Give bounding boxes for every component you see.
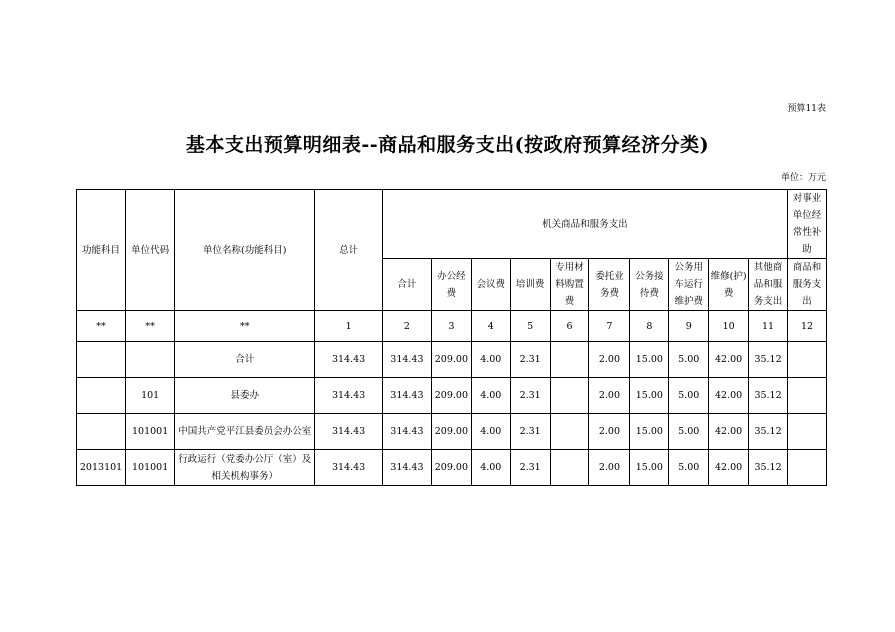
header-row-1 <box>77 190 827 259</box>
header-maintenance: 维修(护)费 <box>709 259 749 311</box>
maintenance-cell: 42.00 <box>709 450 749 486</box>
subsidy-cell <box>788 342 827 378</box>
header-vehicle: 公务用车运行维护费 <box>669 259 709 311</box>
data-body <box>77 342 827 486</box>
commission-cell: 2.00 <box>589 450 630 486</box>
table-row <box>77 414 827 450</box>
header-training: 培训费 <box>510 259 550 311</box>
unit-code-cell: 101 <box>126 378 175 414</box>
maintenance-cell: 42.00 <box>709 414 749 450</box>
total-cell: 314.43 <box>315 414 383 450</box>
index-cell: 3 <box>431 311 471 342</box>
func-code-cell: 2013101 <box>77 450 126 486</box>
func-code-cell <box>77 342 126 378</box>
unit-code-cell: 101001 <box>126 414 175 450</box>
vehicle-cell: 5.00 <box>669 414 709 450</box>
total-cell: 314.43 <box>315 342 383 378</box>
other-cell: 35.12 <box>749 342 788 378</box>
header-unit-code: 单位代码 <box>126 190 175 311</box>
header-subsidy-group: 对事业单位经常性补助 <box>788 190 827 259</box>
unit-name-cell: 中国共产党平江县委员会办公室 <box>175 414 315 450</box>
index-row <box>77 311 827 342</box>
other-cell: 35.12 <box>749 378 788 414</box>
vehicle-cell: 5.00 <box>669 378 709 414</box>
office-cell: 209.00 <box>431 378 471 414</box>
reception-cell: 15.00 <box>630 378 669 414</box>
training-cell: 2.31 <box>510 450 550 486</box>
training-cell: 2.31 <box>510 342 550 378</box>
other-cell: 35.12 <box>749 450 788 486</box>
subsidy-cell <box>788 378 827 414</box>
meeting-cell: 4.00 <box>471 414 510 450</box>
table-number: 预算11表 <box>787 104 826 114</box>
meeting-cell: 4.00 <box>471 450 510 486</box>
materials-cell <box>550 378 589 414</box>
header-subsidy-goods: 商品和服务支出 <box>788 259 827 311</box>
table-row <box>77 450 827 486</box>
commission-cell: 2.00 <box>589 414 630 450</box>
reception-cell: 15.00 <box>630 450 669 486</box>
header-reception: 公务接待费 <box>630 259 669 311</box>
unit-name-cell: 合计 <box>175 342 315 378</box>
unit-name-cell: 县委办 <box>175 378 315 414</box>
func-code-cell <box>77 378 126 414</box>
header-org-group: 机关商品和服务支出 <box>382 190 787 259</box>
unit-label: 单位：万元 <box>780 173 826 183</box>
index-cell: 5 <box>510 311 550 342</box>
page-title: 基本支出预算明细表--商品和服务支出(按政府预算经济分类) <box>185 134 710 156</box>
reception-cell: 15.00 <box>630 414 669 450</box>
index-cell: 4 <box>471 311 510 342</box>
total-cell: 314.43 <box>315 450 383 486</box>
header-materials: 专用材料购置费 <box>550 259 589 311</box>
index-cell: 10 <box>709 311 749 342</box>
index-cell: 11 <box>749 311 788 342</box>
header-sub-total: 合计 <box>382 259 431 311</box>
sub-total-cell: 314.43 <box>382 378 431 414</box>
sub-total-cell: 314.43 <box>382 342 431 378</box>
header-other: 其他商品和服务支出 <box>749 259 788 311</box>
header-commission: 委托业务费 <box>589 259 630 311</box>
materials-cell <box>550 342 589 378</box>
meeting-cell: 4.00 <box>471 342 510 378</box>
vehicle-cell: 5.00 <box>669 342 709 378</box>
meeting-cell: 4.00 <box>471 378 510 414</box>
sub-total-cell: 314.43 <box>382 414 431 450</box>
index-cell: ** <box>126 311 175 342</box>
index-cell: 8 <box>630 311 669 342</box>
index-cell: ** <box>175 311 315 342</box>
index-cell: 7 <box>589 311 630 342</box>
commission-cell: 2.00 <box>589 342 630 378</box>
office-cell: 209.00 <box>431 450 471 486</box>
training-cell: 2.31 <box>510 378 550 414</box>
index-cell: 9 <box>669 311 709 342</box>
maintenance-cell: 42.00 <box>709 342 749 378</box>
materials-cell <box>550 450 589 486</box>
reception-cell: 15.00 <box>630 342 669 378</box>
table-row <box>77 378 827 414</box>
total-cell: 314.43 <box>315 378 383 414</box>
office-cell: 209.00 <box>431 414 471 450</box>
materials-cell <box>550 414 589 450</box>
commission-cell: 2.00 <box>589 378 630 414</box>
table-row <box>77 342 827 378</box>
index-cell: 12 <box>788 311 827 342</box>
office-cell: 209.00 <box>431 342 471 378</box>
training-cell: 2.31 <box>510 414 550 450</box>
func-code-cell <box>77 414 126 450</box>
unit-code-cell: 101001 <box>126 450 175 486</box>
index-cell: 2 <box>382 311 431 342</box>
subsidy-cell <box>788 414 827 450</box>
index-cell: 1 <box>315 311 383 342</box>
unit-code-cell <box>126 342 175 378</box>
index-cell: 6 <box>550 311 589 342</box>
index-cell: ** <box>77 311 126 342</box>
budget-table <box>76 189 827 486</box>
header-func-code: 功能科目 <box>77 190 126 311</box>
header-total: 总计 <box>315 190 383 311</box>
sub-total-cell: 314.43 <box>382 450 431 486</box>
header-office: 办公经费 <box>431 259 471 311</box>
subsidy-cell <box>788 450 827 486</box>
other-cell: 35.12 <box>749 414 788 450</box>
header-meeting: 会议费 <box>471 259 510 311</box>
unit-name-cell: 行政运行（党委办公厅（室）及相关机构事务） <box>175 450 315 486</box>
header-unit-name: 单位名称(功能科目) <box>175 190 315 311</box>
vehicle-cell: 5.00 <box>669 450 709 486</box>
maintenance-cell: 42.00 <box>709 378 749 414</box>
